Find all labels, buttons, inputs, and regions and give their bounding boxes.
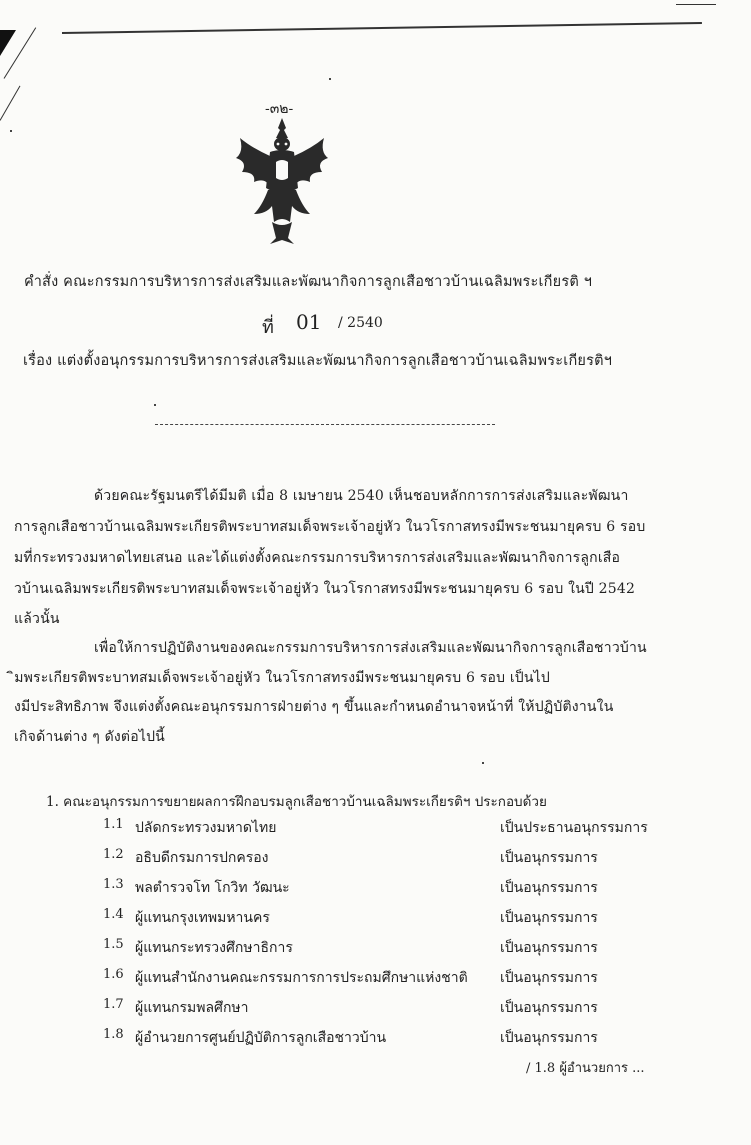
item-role: เป็นอนุกรรมการ [500,850,598,866]
order-number-prefix: ที่ [262,317,274,338]
item-number: 1.6 [103,967,124,982]
item-name: ผู้แทนสำนักงานคณะกรรมการการประถมศึกษาแห่งชาติ [135,970,468,986]
paragraph-2-line: เพื่อให้การปฏิบัติงานของคณะกรรมการบริหารการส่งเสริมและพัฒนากิจการลูกเสือชาวบ้าน [94,640,647,656]
order-year: / 2540 [338,315,383,331]
item-role: เป็นอนุกรรมการ [500,970,598,986]
item-number: 1.2 [103,847,124,862]
page-number: -๓๒- [265,101,294,117]
item-name: ผู้แทนกรุงเทพมหานคร [135,910,270,926]
list-item [0,907,751,929]
list-item [0,997,751,1019]
item-name: ผู้อำนวยการศูนย์ปฏิบัติการลูกเสือชาวบ้าน [135,1030,387,1046]
list-item [0,847,751,869]
paragraph-1-line: ด้วยคณะรัฐมนตรีได้มีมติ เมื่อ 8 เมษายน 2540 เห็นชอบหลักการการส่งเสริมและพัฒนา [94,488,629,504]
scan-corner-mark [0,30,16,56]
paragraph-2-line: งมีประสิทธิภาพ จึงแต่งตั้งคณะอนุกรรมการฝ่ายต่าง ๆ ขึ้นและกำหนดอำนาจหน้าที่ ให้ปฏิบัติงานใน [14,699,614,715]
scan-speck [482,762,484,764]
scan-edge-line [62,22,702,34]
garuda-emblem-icon [232,118,332,246]
item-name: ปลัดกระทรวงมหาดไทย [135,820,277,836]
item-role: เป็นอนุกรรมการ [500,1000,598,1016]
item-number: 1.4 [103,907,124,922]
list-item [0,877,751,899]
scan-top-right-mark [676,4,716,5]
list-item [0,967,751,989]
item-role: เป็นอนุกรรมการ [500,1030,598,1046]
scan-speck [329,78,331,80]
order-subject: เรื่อง แต่งตั้งอนุกรรมการบริหารการส่งเสริมและพัฒนากิจการลูกเสือชาวบ้านเฉลิมพระเกียรติฯ [23,353,613,369]
item-role: เป็นอนุกรรมการ [500,910,598,926]
paragraph-1-line: มที่กระทรวงมหาดไทยเสนอ และได้แต่งตั้งคณะกรรมการบริหารการส่งเสริมและพัฒนากิจการลูกเสือ [14,550,621,566]
paragraph-1-line: แล้วนั้น [14,611,60,627]
item-number: 1.3 [103,877,124,892]
list-item [0,817,751,839]
item-name: ผู้แทนกระทรวงศึกษาธิการ [135,940,293,956]
item-number: 1.7 [103,997,124,1012]
item-number: 1.1 [103,817,124,832]
section-1-heading: 1. คณะอนุกรรมการขยายผลการฝึกอบรมลูกเสือชาวบ้านเฉลิมพระเกียรติฯ ประกอบด้วย [46,794,547,810]
separator-line [155,424,495,425]
item-name: อธิบดีกรมการปกครอง [135,850,269,866]
scan-speck [154,404,156,406]
scan-diagonal-mark [0,86,20,121]
item-role: เป็นอนุกรรมการ [500,940,598,956]
item-name: พลตำรวจโท โกวิท วัฒนะ [135,880,290,896]
list-item [0,937,751,959]
item-role: เป็นอนุกรรมการ [500,880,598,896]
paragraph-1-line: การลูกเสือชาวบ้านเฉลิมพระเกียรติพระบาทสมเด็จพระเจ้าอยู่หัว ในวโรกาสทรงมีพระชนมายุครบ 6 รอบ [14,519,646,535]
item-role: เป็นประธานอนุกรรมการ [500,820,648,836]
continuation-note: / 1.8 ผู้อำนวยการ ... [526,1061,645,1076]
paragraph-1-line: วบ้านเฉลิมพระเกียรติพระบาทสมเด็จพระเจ้าอยู่หัว ในวโรกาสทรงมีพระชนมายุครบ 6 รอบ ในปี 2542 [14,581,636,597]
item-number: 1.8 [103,1027,124,1042]
item-number: 1.5 [103,937,124,952]
item-name: ผู้แทนกรมพลศึกษา [135,1000,249,1016]
order-title: คำสั่ง คณะกรรมการบริหารการส่งเสริมและพัฒนากิจการลูกเสือชาวบ้านเฉลิมพระเกียรติ ฯ [24,274,593,290]
paragraph-2-line: ิมพระเกียรติพระบาทสมเด็จพระเจ้าอยู่หัว ในวโรกาสทรงมีพระชนมายุครบ 6 รอบ เป็นไป [14,670,550,686]
order-number: 01 [296,310,322,334]
scan-speck [10,130,12,132]
list-item [0,1027,751,1049]
paragraph-2-line: เกิจด้านต่าง ๆ ดังต่อไปนี้ [14,729,165,745]
